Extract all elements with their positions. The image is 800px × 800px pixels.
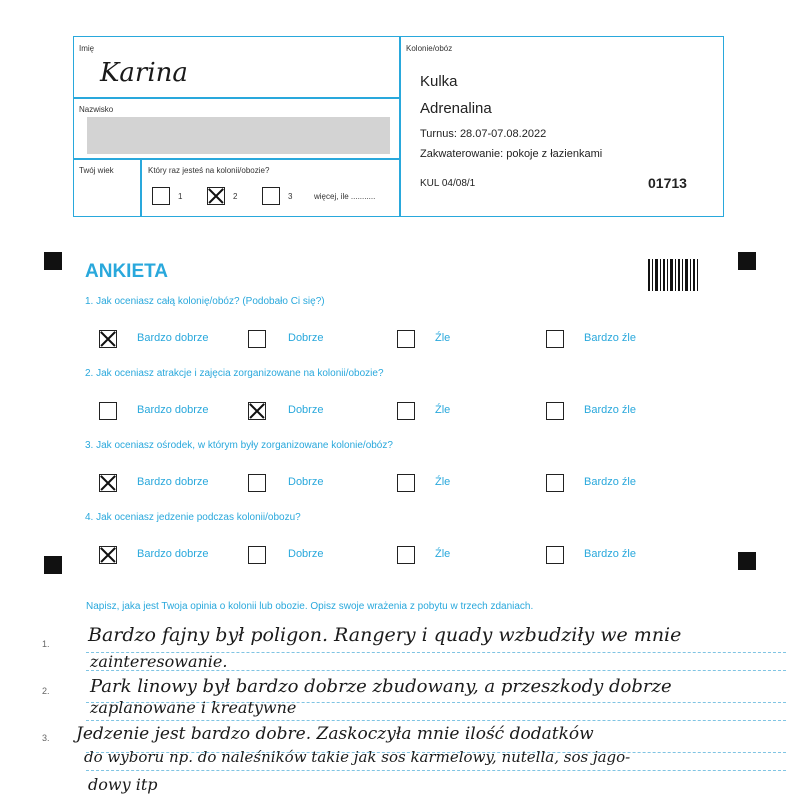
answer-text-3-end[interactable]: dowy itp <box>88 775 158 794</box>
ktory-raz-option-1: 1 <box>178 192 183 201</box>
kolonia-name: Kulka <box>420 73 458 90</box>
answer-text-3[interactable]: Jedzenie jest bardzo dobre. Zaskoczyła mnie ilość dodatków <box>76 724 594 744</box>
question-4-checkbox-1[interactable] <box>99 546 117 564</box>
question-1-checkbox-1[interactable] <box>99 330 117 348</box>
question-2-option-label-2: Dobrze <box>288 404 324 416</box>
wiecej-label: więcej, ile ........... <box>314 192 376 201</box>
answer-line-3b <box>86 770 786 771</box>
opinion-prompt: Napisz, jaka jest Twoja opinia o kolonii lub obozie. Opisz swoje wrażenia z pobytu w trzech zdaniach. <box>86 601 534 612</box>
question-4-checkbox-2[interactable] <box>248 546 266 564</box>
question-2-checkbox-1[interactable] <box>99 402 117 420</box>
question-4-option-label-2: Dobrze <box>288 548 324 560</box>
line-number-2: 2. <box>42 686 50 696</box>
question-2-option-label-1: Bardzo dobrze <box>137 404 209 416</box>
answer-line-2b <box>86 720 786 721</box>
survey-title: ANKIETA <box>85 261 169 282</box>
question-3-option-label-2: Dobrze <box>288 476 324 488</box>
question-3-option-label-1: Bardzo dobrze <box>137 476 209 488</box>
ktory-raz-checkbox-3[interactable] <box>262 187 280 205</box>
kolonia-label: Kolonie/obóz <box>406 44 453 53</box>
ktory-raz-checkbox-2[interactable] <box>207 187 225 205</box>
question-3-option-label-3: Źle <box>435 476 451 488</box>
answer-text-1-cont[interactable]: zainteresowanie. <box>90 652 228 671</box>
corner-marker-top-left <box>44 252 62 270</box>
question-1-text: 1. Jak oceniasz całą kolonię/obóz? (Podobało Ci się?) <box>85 296 325 307</box>
numer-text: 01713 <box>648 175 687 191</box>
question-2-text: 2. Jak oceniasz atrakcje i zajęcia zorganizowane na kolonii/obozie? <box>85 368 384 379</box>
header-divider-1 <box>73 97 400 99</box>
question-2-checkbox-3[interactable] <box>397 402 415 420</box>
ktory-raz-label: Który raz jesteś na kolonii/obozie? <box>148 166 270 175</box>
nazwisko-label: Nazwisko <box>79 105 114 114</box>
header-divider-age <box>140 158 142 217</box>
ktory-raz-checkbox-1[interactable] <box>152 187 170 205</box>
question-3-checkbox-1[interactable] <box>99 474 117 492</box>
header-divider-vertical <box>399 36 401 217</box>
wiek-label: Twój wiek <box>79 166 114 175</box>
barcode <box>648 259 700 291</box>
corner-marker-top-right <box>738 252 756 270</box>
question-1-option-label-3: Źle <box>435 332 451 344</box>
question-2-option-label-3: Źle <box>435 404 451 416</box>
question-1-checkbox-4[interactable] <box>546 330 564 348</box>
answer-text-1[interactable]: Bardzo fajny był poligon. Rangery i quady wzbudziły we mnie <box>88 624 682 646</box>
answer-text-2[interactable]: Park linowy był bardzo dobrze zbudowany, a przeszkody dobrze <box>90 676 672 697</box>
kolonia-subtitle: Adrenalina <box>420 100 492 117</box>
kod-text: KUL 04/08/1 <box>420 178 476 189</box>
question-3-text: 3. Jak oceniasz ośrodek, w którym były zorganizowane kolonie/obóz? <box>85 440 393 451</box>
imie-value[interactable]: Karina <box>100 58 188 88</box>
question-4-text: 4. Jak oceniasz jedzenie podczas kolonii/obozu? <box>85 512 301 523</box>
question-4-checkbox-4[interactable] <box>546 546 564 564</box>
question-1-checkbox-3[interactable] <box>397 330 415 348</box>
answer-text-3-cont[interactable]: do wyboru np. do naleśników takie jak sos karmelowy, nutella, sos jago- <box>84 748 631 766</box>
question-2-option-label-4: Bardzo źle <box>584 404 636 416</box>
turnus-text: Turnus: 28.07-07.08.2022 <box>420 128 547 140</box>
question-2-checkbox-4[interactable] <box>546 402 564 420</box>
question-3-checkbox-3[interactable] <box>397 474 415 492</box>
line-number-3: 3. <box>42 733 50 743</box>
question-1-option-label-2: Dobrze <box>288 332 324 344</box>
corner-marker-bottom-left <box>44 556 62 574</box>
question-3-option-label-4: Bardzo źle <box>584 476 636 488</box>
redacted-surname <box>87 117 390 154</box>
question-3-checkbox-4[interactable] <box>546 474 564 492</box>
question-4-option-label-3: Źle <box>435 548 451 560</box>
question-1-checkbox-2[interactable] <box>248 330 266 348</box>
question-3-checkbox-2[interactable] <box>248 474 266 492</box>
line-number-1: 1. <box>42 639 50 649</box>
question-4-option-label-4: Bardzo źle <box>584 548 636 560</box>
question-4-option-label-1: Bardzo dobrze <box>137 548 209 560</box>
question-1-option-label-1: Bardzo dobrze <box>137 332 209 344</box>
imie-label: Imię <box>79 44 95 53</box>
header-divider-2 <box>73 158 400 160</box>
question-2-checkbox-2[interactable] <box>248 402 266 420</box>
ktory-raz-option-2: 2 <box>233 192 238 201</box>
question-4-checkbox-3[interactable] <box>397 546 415 564</box>
zakwaterowanie-text: Zakwaterowanie: pokoje z łazienkami <box>420 148 603 160</box>
ktory-raz-option-3: 3 <box>288 192 293 201</box>
answer-text-2-cont[interactable]: zaplanowane i kreatywne <box>90 698 297 717</box>
question-1-option-label-4: Bardzo źle <box>584 332 636 344</box>
corner-marker-bottom-right <box>738 552 756 570</box>
